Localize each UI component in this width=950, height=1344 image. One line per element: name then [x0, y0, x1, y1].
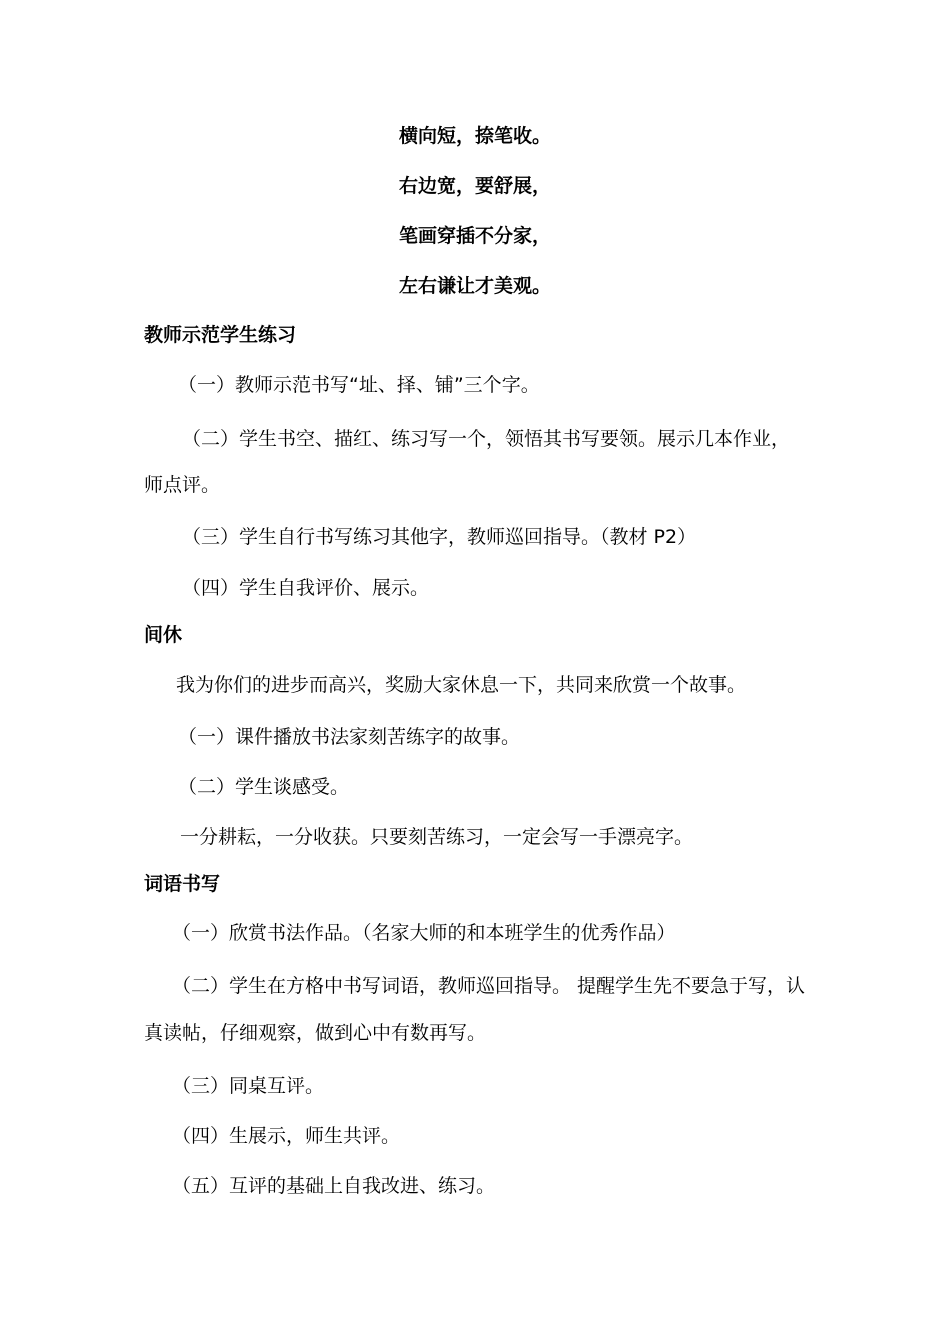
section-heading: 教师示范学生练习 — [144, 324, 297, 346]
paragraph: （二）学生谈感受。 — [178, 776, 350, 798]
paragraph: （二）学生在方格中书写词语，教师巡回指导。 提醒学生先不要急于写，认 — [172, 975, 806, 997]
poem-line: 笔画穿插不分家， — [398, 225, 551, 247]
paragraph: 真读帖，仔细观察，做到心中有数再写。 — [144, 1022, 487, 1044]
poem-line: 右边宽，要舒展， — [398, 175, 551, 197]
paragraph: （三）同桌互评。 — [172, 1075, 325, 1097]
paragraph: （一）欣赏书法作品。（名家大师的和本班学生的优秀作品） — [172, 922, 676, 944]
poem-line: 左右谦让才美观。 — [398, 275, 551, 297]
poem-line: 横向短，捺笔收。 — [398, 125, 551, 147]
paragraph: （三）学生自行书写练习其他字，教师巡回指导。（教材 P2） — [182, 526, 697, 548]
paragraph: （一）课件播放书法家刻苦练字的故事。 — [178, 726, 521, 748]
paragraph: （四）学生自我评价、展示。 — [182, 577, 430, 599]
section-heading: 间休 — [144, 624, 183, 646]
paragraph: 我为你们的进步而高兴，奖励大家休息一下，共同来欣赏一个故事。 — [176, 674, 747, 696]
paragraph: （五）互评的基础上自我改进、练习。 — [172, 1175, 496, 1197]
paragraph: 师点评。 — [144, 474, 221, 496]
paragraph: （一）教师示范书写“址、择、铺”三个字。 — [178, 374, 540, 396]
section-heading: 词语书写 — [144, 873, 221, 895]
paragraph: （四）生展示，师生共评。 — [172, 1125, 401, 1147]
paragraph: （二）学生书空、描红、练习写一个，领悟其书写要领。展示几本作业， — [182, 428, 791, 450]
paragraph: 一分耕耘，一分收获。只要刻苦练习，一定会写一手漂亮字。 — [180, 826, 694, 848]
